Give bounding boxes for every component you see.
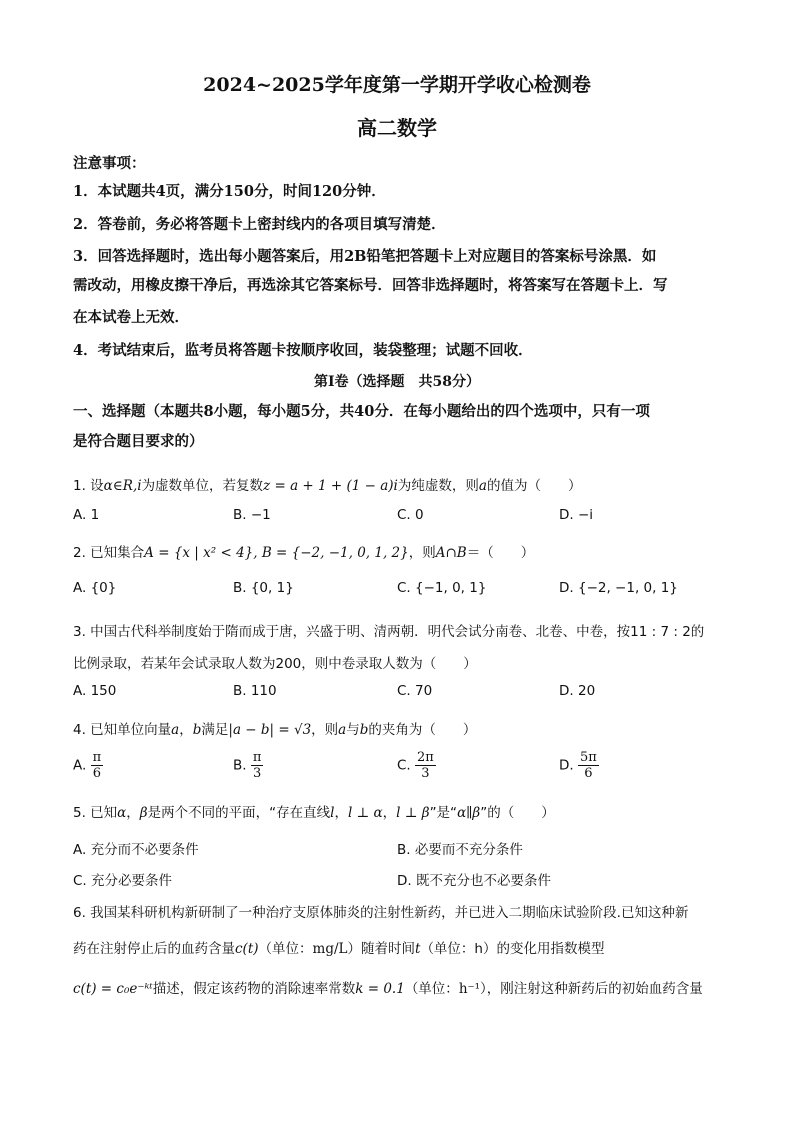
q2-option-d: D. {−2, −1, 0, 1}	[559, 580, 678, 596]
q3-option-b: B. 110	[233, 683, 277, 699]
notice-item-3-cont: 需改动，用橡皮擦干净后，再选涂其它答案标号．回答非选择题时，将答案写在答题卡上．写	[73, 277, 668, 294]
q4-option-a: A. $\frac{\pi}{6}$	[73, 750, 102, 781]
q5-option-b: B. 必要而不充分条件	[397, 842, 523, 858]
math-unit: mg/L	[312, 941, 348, 957]
q4-option-d: D. $\frac{5\pi}{6}$	[559, 750, 597, 781]
exam-title: 2024~2025学年度第一学期开学收心检测卷	[203, 74, 591, 96]
notice-item-3-end: 在本试卷上无效．	[73, 309, 189, 326]
vector-a: a	[171, 722, 180, 738]
fraction: $\frac{5\pi}{6}$	[579, 750, 597, 781]
question-3: 3. 中国古代科举制度始于隋而成于唐，兴盛于明、清两朝．明代会试分南卷、北卷、中卷，按11 : 7 : 2的	[73, 624, 705, 640]
math-expr: l	[330, 805, 335, 821]
q5-option-c: C. 充分必要条件	[73, 873, 173, 889]
math-expr: c(t)	[235, 941, 259, 957]
question-6-cont-2: c(t) = c₀e⁻ᵏᵗ描述，假定该药物的消除速率常数k = 0.1（单位：h⁻¹），刚注射这种新药后的初始血药含量	[73, 981, 703, 997]
math-expr: k = 0.1	[355, 981, 405, 997]
math-unit: h⁻¹	[458, 981, 481, 997]
section-heading: 一、选择题（本题共8小题，每小题5分，共40分．在每小题给出的四个选项中，只有一项	[73, 403, 650, 420]
math-expr: t	[415, 941, 421, 957]
q3-option-c: C. 70	[397, 683, 433, 699]
fraction: $\frac{\pi}{3}$	[252, 750, 262, 781]
q4-option-b: B. $\frac{\pi}{3}$	[233, 750, 262, 781]
q1-option-b: B. −1	[233, 507, 271, 523]
notice-heading: 注意事项：	[73, 155, 146, 172]
question-3-cont: 比例录取，若某年会试录取人数为200，则中卷录取人数为（ ）	[73, 656, 477, 672]
math-expr: l ⊥ α	[347, 805, 383, 821]
notice-item-4: 4．考试结束后，监考员将答题卡按顺序收回，装袋整理；试题不回收．	[73, 342, 533, 359]
vector-b: b	[359, 722, 369, 738]
math-expr: A = {x | x² < 4}, B = {−2, −1, 0, 1, 2}	[144, 545, 409, 561]
question-1: 1. 设α∈R,i为虚数单位，若复数z = a + 1 + (1 − a)i为纯虚数，则a的值为（ ）	[73, 478, 582, 494]
vector-b: b	[192, 722, 202, 738]
question-6: 6. 我国某科研机构新研制了一种治疗支原体肺炎的注射性新药，并已进入二期临床试验阶段.已知这种新	[73, 905, 689, 921]
math-expr: α∈R,i	[103, 478, 142, 494]
fraction: $\frac{\pi}{6}$	[92, 750, 102, 781]
math-expr: A∩B	[435, 545, 467, 561]
q5-option-d: D. 既不充分也不必要条件	[397, 873, 551, 889]
question-5: 5. 已知α，β是两个不同的平面，“存在直线l，l ⊥ α，l ⊥ β”是“α∥β”的（ ）	[73, 805, 555, 821]
notice-item-3: 3．回答选择题时，选出每小题答案后，用2B铅笔把答题卡上对应题目的答案标号涂黑．如	[73, 248, 657, 265]
vector-a: a	[338, 722, 347, 738]
math-expr: l ⊥ β	[396, 805, 430, 821]
q5-option-a: A. 充分而不必要条件	[73, 842, 199, 858]
q3-option-d: D. 20	[559, 683, 596, 699]
math-expr: α	[117, 805, 127, 821]
q2-option-a: A. {0}	[73, 580, 117, 596]
q4-option-c: C. $\frac{2\pi}{3}$	[397, 750, 434, 781]
q3-option-a: A. 150	[73, 683, 117, 699]
part1-heading: 第Ⅰ卷（选择题 共58分）	[313, 374, 481, 390]
math-expr: c(t) = c₀e⁻ᵏᵗ	[73, 981, 153, 997]
notice-item-1: 1．本试题共4页，满分150分，时间120分钟．	[73, 183, 386, 200]
question-2: 2. 已知集合A = {x | x² < 4}, B = {−2, −1, 0, 1, 2}，则A∩B＝（ ）	[73, 545, 535, 561]
math-expr: z = a + 1 + (1 − a)i	[263, 478, 398, 494]
q2-option-b: B. {0, 1}	[233, 580, 294, 596]
math-expr: α∥β	[457, 805, 481, 821]
question-4: 4. 已知单位向量a，b满足|a − b| = √3，则a与b的夹角为（ ）	[73, 722, 477, 738]
math-expr: a	[478, 478, 487, 494]
q1-option-a: A. 1	[73, 507, 100, 523]
q1-option-d: D. −i	[559, 507, 594, 523]
exam-subject: 高二数学	[357, 116, 437, 140]
q2-option-c: C. {−1, 0, 1}	[397, 580, 487, 596]
question-6-cont: 药在注射停止后的血药含量c(t)（单位：mg/L）随着时间t（单位：h）的变化用指数模型	[73, 941, 605, 957]
notice-item-2: 2．答卷前，务必将答题卡上密封线内的各项目填写清楚．	[73, 216, 446, 233]
fraction: $\frac{2\pi}{3}$	[417, 750, 434, 781]
math-expr: |a − b| = √3	[228, 722, 312, 738]
q1-option-c: C. 0	[397, 507, 424, 523]
section-heading-cont: 是符合题目要求的）	[73, 433, 204, 450]
math-expr: β	[139, 805, 148, 821]
